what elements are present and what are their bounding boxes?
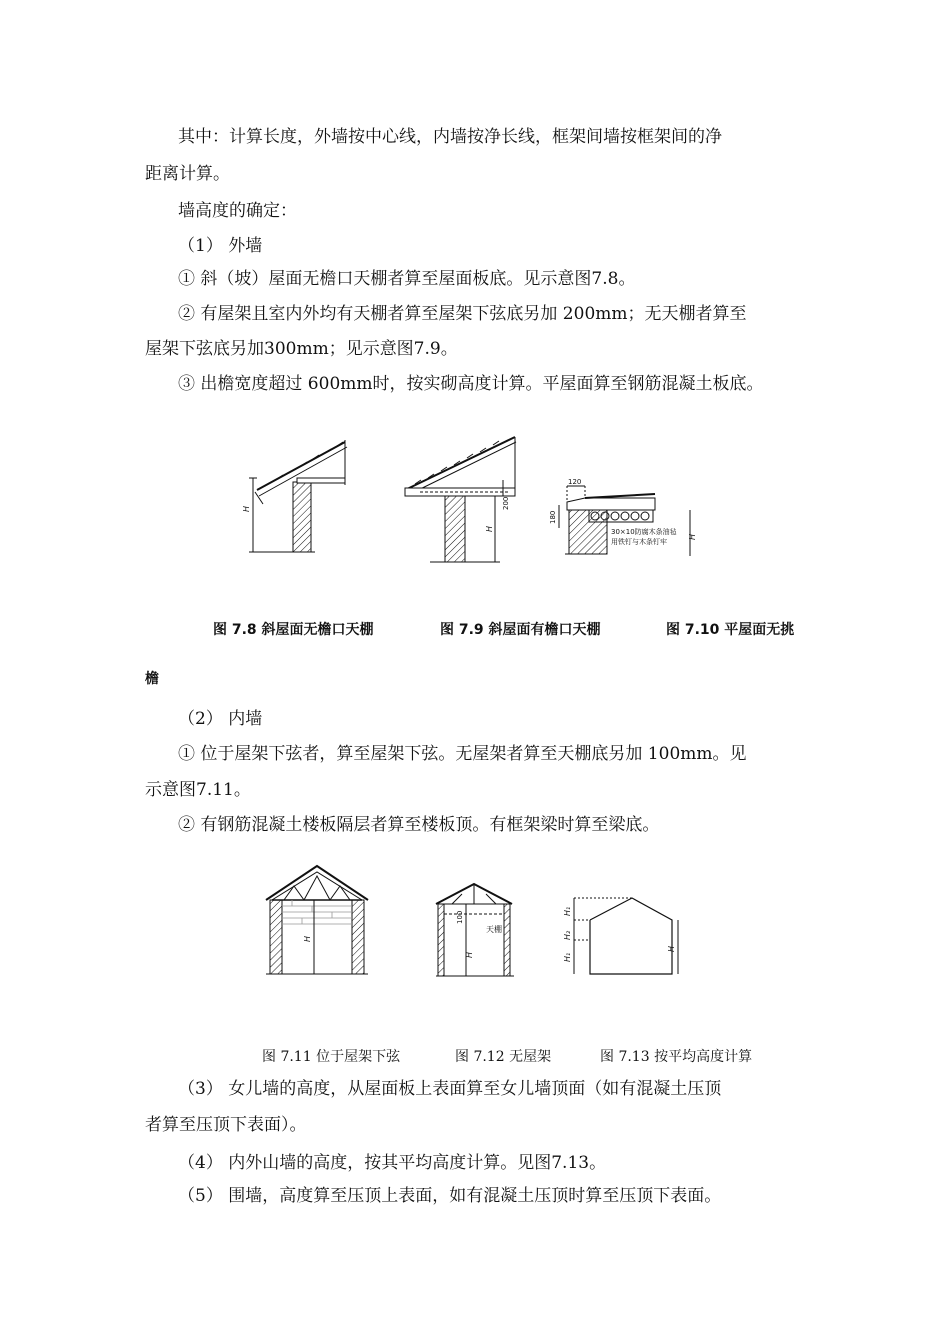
paragraph-line: （5） 围墙，高度算至压顶上表面，如有混凝土压顶时算至压顶下表面。 <box>178 1186 722 1206</box>
h-label: H <box>688 533 697 540</box>
paragraph-line: 墙高度的确定： <box>178 201 297 221</box>
paragraph-line: ② 有钢筋混凝土楼板隔层者算至楼板顶。有框架梁时算至梁底。 <box>178 815 660 835</box>
h-label: H <box>303 935 312 942</box>
dim-200-label: 200 <box>502 496 510 510</box>
h-label: H <box>465 951 474 958</box>
paragraph-line: ③ 出檐宽度超过 600mm时，按实砌高度计算。平屋面算至钢筋混凝土板底。 <box>178 374 764 394</box>
figure-caption-7-9: 图 7.9 斜屋面有檐口天棚 <box>440 622 601 638</box>
dim-120-label: 120 <box>568 478 582 486</box>
paragraph-line: 示意图7.11。 <box>145 780 251 800</box>
figure-7-9 <box>400 432 525 567</box>
figure-7-11 <box>262 862 372 982</box>
figure-caption-7-13: 图 7.13 按平均高度计算 <box>600 1049 753 1065</box>
paragraph-line: （4） 内外山墙的高度，按其平均高度计算。见图7.13。 <box>178 1153 607 1173</box>
paragraph-line: 者算至压顶下表面）。 <box>145 1115 307 1135</box>
figure-caption-7-11: 图 7.11 位于屋架下弦 <box>262 1049 401 1065</box>
figure-7-12 <box>432 880 517 980</box>
section-heading: （2） 内墙 <box>178 709 263 729</box>
h-label: H <box>667 945 676 952</box>
h-label: H <box>242 505 251 512</box>
note-line-1: 30×10防腐木条油毡 <box>611 528 677 536</box>
paragraph-line: ① 位于屋架下弦者，算至屋架下弦。无屋架者算至天棚底另加 100mm。见 <box>178 744 747 764</box>
figure-7-13 <box>560 890 685 980</box>
dim-180-label: 180 <box>549 510 557 524</box>
h1-bottom-label: H₁ <box>563 952 572 962</box>
paragraph-line: ① 斜（坡）屋面无檐口天棚者算至屋面板底。见示意图7.8。 <box>178 269 636 289</box>
figure-caption-7-8: 图 7.8 斜屋面无檐口天棚 <box>213 622 374 638</box>
h1-top-label: H₁ <box>563 906 572 916</box>
paragraph-line: 距离计算。 <box>145 164 230 184</box>
h2-label: H₂ <box>563 930 572 940</box>
section-heading: （1） 外墙 <box>178 236 263 256</box>
figure-caption-7-10-wrap: 檐 <box>145 671 159 687</box>
paragraph-line: 其中：计算长度，外墙按中心线，内墙按净长线，框架间墙按框架间的净 <box>178 127 722 147</box>
dim-100-label: 100 <box>456 910 464 924</box>
figure-caption-7-10: 图 7.10 平屋面无挑 <box>666 622 795 638</box>
figure-caption-7-12: 图 7.12 无屋架 <box>455 1049 552 1065</box>
note-line-2: 用铁钉与木条钉牢 <box>611 538 667 546</box>
figure-7-8 <box>242 430 360 565</box>
ceiling-label: 天棚 <box>486 925 502 934</box>
paragraph-line: 屋架下弦底另加300mm；见示意图7.9。 <box>145 339 458 359</box>
figure-7-10 <box>545 480 715 565</box>
h-label: H <box>485 525 494 532</box>
paragraph-line: （3） 女儿墙的高度，从屋面板上表面算至女儿墙顶面（如有混凝土压顶 <box>178 1079 722 1099</box>
paragraph-line: ② 有屋架且室内外均有天棚者算至屋架下弦底另加 200mm；无天棚者算至 <box>178 304 747 324</box>
